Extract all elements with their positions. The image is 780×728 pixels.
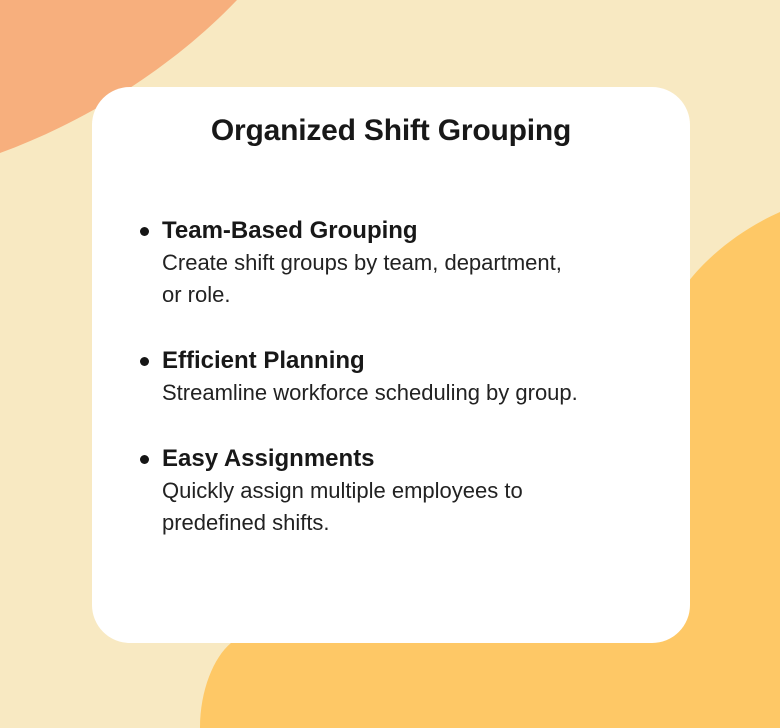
feature-line: Quickly assign multiple employees to: [162, 478, 523, 503]
feature-content: [162, 443, 523, 539]
bullet-dot-icon: [140, 455, 149, 464]
feature-content: [162, 345, 578, 409]
feature-item-efficient-planning: [140, 345, 690, 409]
feature-line: or role.: [162, 282, 231, 307]
feature-content: [162, 215, 562, 311]
content-card: [92, 87, 690, 643]
feature-item-easy-assignments: [140, 443, 690, 539]
bullet-dot-icon: [140, 357, 149, 366]
feature-heading: Easy Assignments: [162, 445, 375, 472]
feature-heading: Efficient Planning: [162, 347, 365, 374]
card-title: Organized Shift Grouping: [210, 114, 572, 147]
feature-item-team-based-grouping: [140, 215, 690, 311]
feature-line: Streamline workforce scheduling by group.: [162, 380, 578, 405]
feature-heading: Team-Based Grouping: [162, 217, 418, 244]
feature-list: [92, 215, 690, 539]
feature-line: predefined shifts.: [162, 510, 330, 535]
feature-line: Create shift groups by team, department,: [162, 250, 562, 275]
bullet-dot-icon: [140, 227, 149, 236]
